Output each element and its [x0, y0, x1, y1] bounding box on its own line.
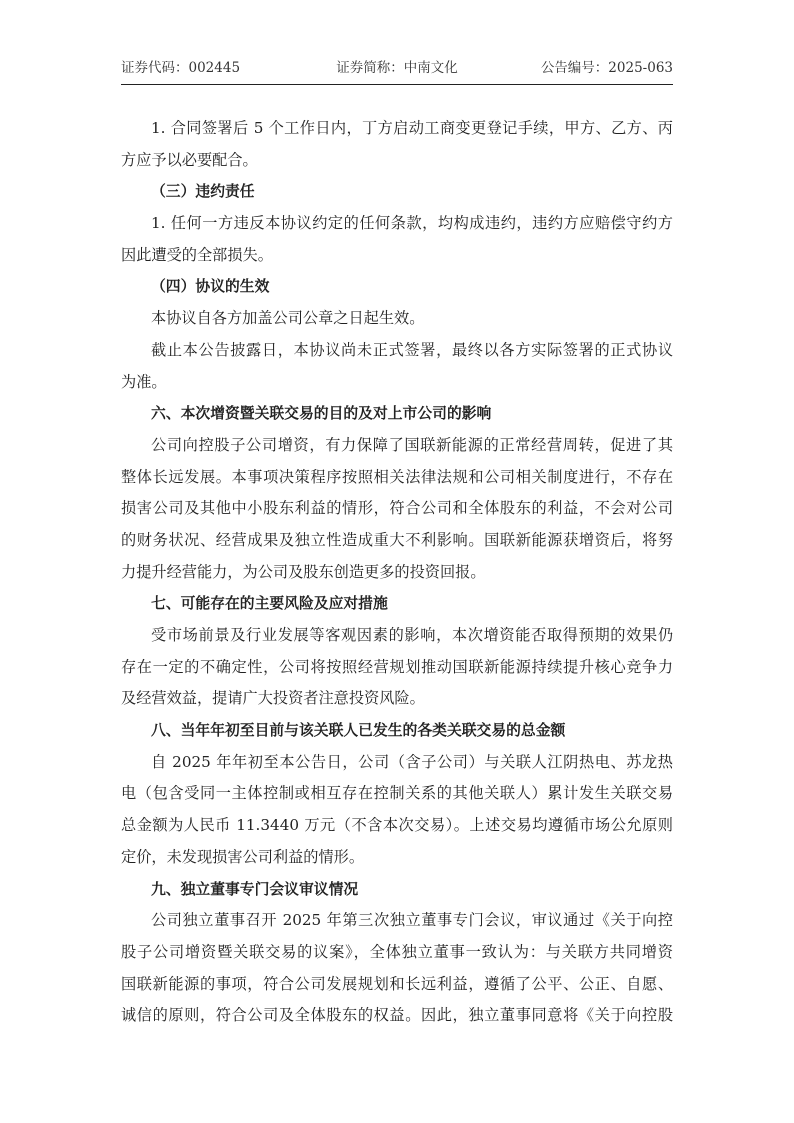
paragraph — [121, 113, 673, 176]
announcement-number: 公告编号：2025-063 — [540, 60, 673, 76]
text-line: 因此遭受的全部损失。 — [121, 245, 273, 264]
section-heading — [121, 176, 673, 208]
text-line: 截止本公告披露日，本协议尚未正式签署，最终以各方实际签署的正式协议 — [151, 340, 673, 359]
text-line: 损害公司及其他中小股东利益的情形，符合公司和全体股东的利益，不会对公司 — [121, 499, 673, 518]
text-line: 1. 任何一方违反本协议约定的任何条款，均构成违约，违约方应赔偿守约方 — [151, 214, 673, 233]
text-line: 八、当年年初至目前与该关联人已发生的各类关联交易的总金额 — [151, 722, 566, 740]
text-line: （三）违约责任 — [151, 183, 255, 201]
paragraph — [121, 620, 673, 715]
text-line: 存在一定的不确定性，公司将按照经营规划推动国联新能源持续提升核心竞争力 — [121, 657, 673, 676]
paragraph — [121, 430, 673, 588]
text-line: 总金额为人民币 11.3440 万元（不含本次交易）。上述交易均遵循市场公允原则 — [121, 816, 673, 835]
section-heading — [121, 874, 673, 906]
text-line: 为准。 — [121, 372, 167, 391]
text-line: 方应予以必要配合。 — [121, 150, 258, 169]
paragraph — [121, 303, 673, 335]
text-line: 的财务状况、经营成果及独立性造成重大不利影响。国联新能源获增资后，将努 — [121, 530, 673, 549]
stock-code: 证券代码：002445 — [121, 60, 241, 76]
text-line: 国联新能源的事项，符合公司发展规划和长远利益，遵循了公平、公正、自愿、 — [121, 974, 673, 993]
text-line: 整体长远发展。本事项决策程序按照相关法律法规和公司相关制度进行，不存在 — [121, 467, 673, 486]
stock-name: 证券简称：中南文化 — [336, 60, 458, 76]
section-heading — [121, 271, 673, 303]
text-line: 股子公司增资暨关联交易的议案》，全体独立董事一致认为：与关联方共同增资 — [121, 942, 673, 961]
header-divider — [121, 84, 673, 85]
section-heading — [121, 715, 673, 747]
text-line: 公司向控股子公司增资，有力保障了国联新能源的正常经营周转，促进了其 — [151, 435, 673, 454]
paragraph — [121, 747, 673, 874]
text-line: 定价，未发现损害公司利益的情形。 — [121, 847, 364, 866]
document-body — [121, 113, 673, 1032]
section-heading — [121, 588, 673, 620]
text-line: 七、可能存在的主要风险及应对措施 — [151, 595, 388, 613]
text-line: 自 2025 年年初至本公告日，公司（含子公司）与关联人江阴热电、苏龙热 — [151, 752, 673, 771]
text-line: 公司独立董事召开 2025 年第三次独立董事专门会议，审议通过《关于向控 — [151, 911, 673, 930]
text-line: 九、独立董事专门会议审议情况 — [151, 880, 359, 898]
paragraph — [121, 335, 673, 398]
text-line: 诚信的原则，符合公司及全体股东的权益。因此，独立董事同意将《关于向控股 — [121, 1006, 673, 1025]
text-line: 受市场前景及行业发展等客观因素的影响，本次增资能否取得预期的效果仍 — [151, 626, 673, 644]
text-line: 及经营效益，提请广大投资者注意投资风险。 — [121, 689, 425, 708]
text-line: 1. 合同签署后 5 个工作日内，丁方启动工商变更登记手续，甲方、乙方、丙 — [151, 119, 673, 137]
text-line: 本协议自各方加盖公司公章之日起生效。 — [151, 309, 425, 328]
text-line: 六、本次增资暨关联交易的目的及对上市公司的影响 — [151, 405, 492, 423]
paragraph — [121, 905, 673, 1032]
paragraph — [121, 208, 673, 271]
section-heading — [121, 398, 673, 430]
page-header — [121, 56, 673, 78]
text-line: 力提升经营能力，为公司及股东创造更多的投资回报。 — [121, 562, 486, 581]
text-line: 电（包含受同一主体控制或相互存在控制关系的其他关联人）累计发生关联交易 — [121, 784, 673, 803]
text-line: （四）协议的生效 — [151, 278, 270, 296]
